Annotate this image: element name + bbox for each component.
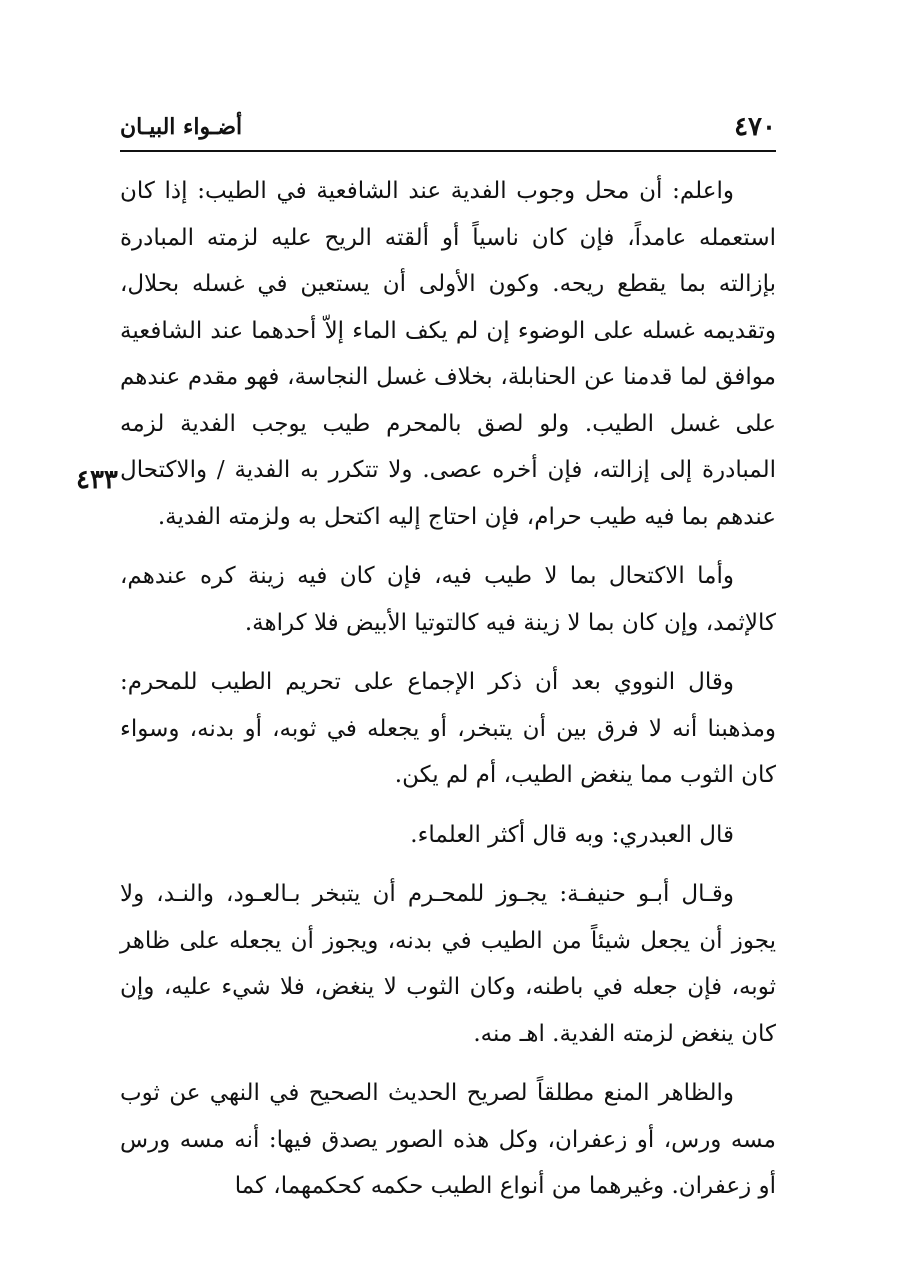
paragraph: قال العبدري: وبه قال أكثر العلماء.	[410, 821, 734, 848]
paragraph: واعلم: أن محل وجوب الفدية عند الشافعية في الطيب: إذا كان استعمله عامداً، فإن كان ناسياً أو ألقته الريح عليه لزمته المبادرة بإزالته بما يقطع ريحه. وكون الأولى أن يستعين في غسله بحلال، وتقديمه غسله على الوضوء إن لم يكف الماء إلاّ أحدهما عند الشافعية موافق لما قدمنا عن الحنابلة، بخلاف غسل النجاسة، فهو مقدم عندهم على غسل الطيب. ولو لصق بالمحرم طيب يوجب الفدية لزمه المبادرة إلى إزالته، فإن أخره عصى. ولا تتكرر به الفدية / والاكتحال عندهم بما فيه طيب حرام، فإن احتاج إليه اكتحل به ولزمته الفدية.	[120, 178, 776, 530]
running-title: أضـواء البيـان	[120, 114, 243, 140]
header-divider	[120, 150, 776, 152]
page-header	[120, 112, 776, 148]
paragraph: وأما الاكتحال بما لا طيب فيه، فإن كان فيه زينة كره عندهم، كالإثمد، وإن كان بما لا زينة فيه كالتوتيا الأبيض فلا كراهة.	[120, 563, 776, 636]
margin-page-marker: ٤٣٣	[76, 465, 118, 495]
paragraph: والظاهر المنع مطلقاً لصريح الحديث الصحيح في النهي عن ثوب مسه ورس، أو زعفران، وكل هذه الصور يصدق فيها: أنه مسه ورس أو زعفران. وغيرهما من أنواع الطيب حكمه كحكمهما، كما	[120, 1080, 777, 1199]
paragraph: وقـال أبـو حنيفـة: يجـوز للمحـرم أن يتبخر بـالعـود، والنـد، ولا يجوز أن يجعل شيئاً من الطيب في بدنه، ويجوز أن يجعله على ظاهر ثوبه، فإن جعله في باطنه، وكان الثوب لا ينغض، فلا شيء عليه، وإن كان ينغض لزمته الفدية. اهـ منه.	[120, 881, 776, 1047]
body-text	[120, 168, 776, 1223]
paragraph: وقال النووي بعد أن ذكر الإجماع على تحريم الطيب للمحرم: ومذهبنا أنه لا فرق بين أن يتبخر، أو يجعله في ثوبه، أو بدنه، وسواء كان الثوب مما ينغض الطيب، أم لم يكن.	[120, 669, 776, 788]
page-number: ٤٧٠	[734, 112, 776, 142]
